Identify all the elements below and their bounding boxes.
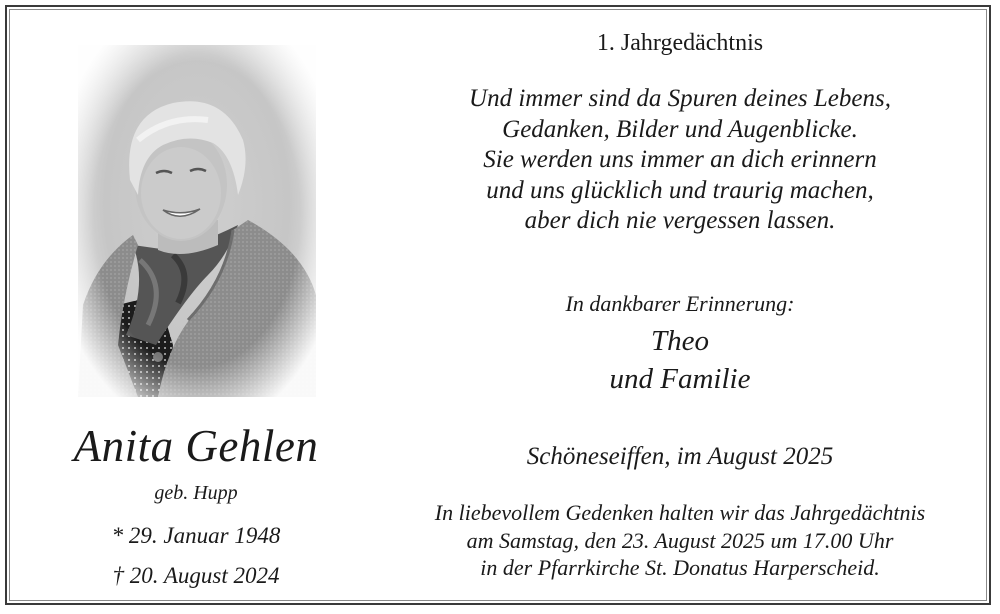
announcement-line: In liebevollem Gedenken halten wir das Jahrgedächtnis: [434, 500, 926, 525]
birth-date: * 29. Januar 1948: [111, 523, 281, 548]
poem-line: Und immer sind da Spuren deines Lebens,: [469, 85, 891, 112]
deceased-name: Anita Gehlen: [73, 421, 319, 471]
portrait-photo: [78, 45, 316, 397]
signer-family: und Familie: [609, 363, 751, 395]
birth-name: geb. Hupp: [154, 482, 238, 504]
poem-line: Sie werden uns immer an dich erinnern: [483, 146, 877, 173]
announcement-line: in der Pfarrkirche St. Donatus Harperscheid.: [480, 555, 880, 580]
signer-name: Theo: [651, 325, 709, 357]
announcement: [380, 499, 980, 582]
poem-line: Gedanken, Bilder und Augenblicke.: [502, 115, 858, 143]
place-date: Schöneseiffen, im August 2025: [526, 443, 834, 470]
announcement-line: am Samstag, den 23. August 2025 um 17.00 Uhr: [466, 527, 894, 553]
remembrance-line: In dankbarer Erinnerung:: [565, 291, 795, 316]
poem: [380, 84, 980, 237]
poem-line: aber dich nie vergessen lassen.: [524, 207, 836, 234]
notice-heading: 1. Jahrgedächtnis: [596, 30, 764, 56]
death-date: † 20. August 2024: [112, 563, 280, 588]
poem-line: und uns glücklich und traurig machen,: [486, 176, 874, 204]
